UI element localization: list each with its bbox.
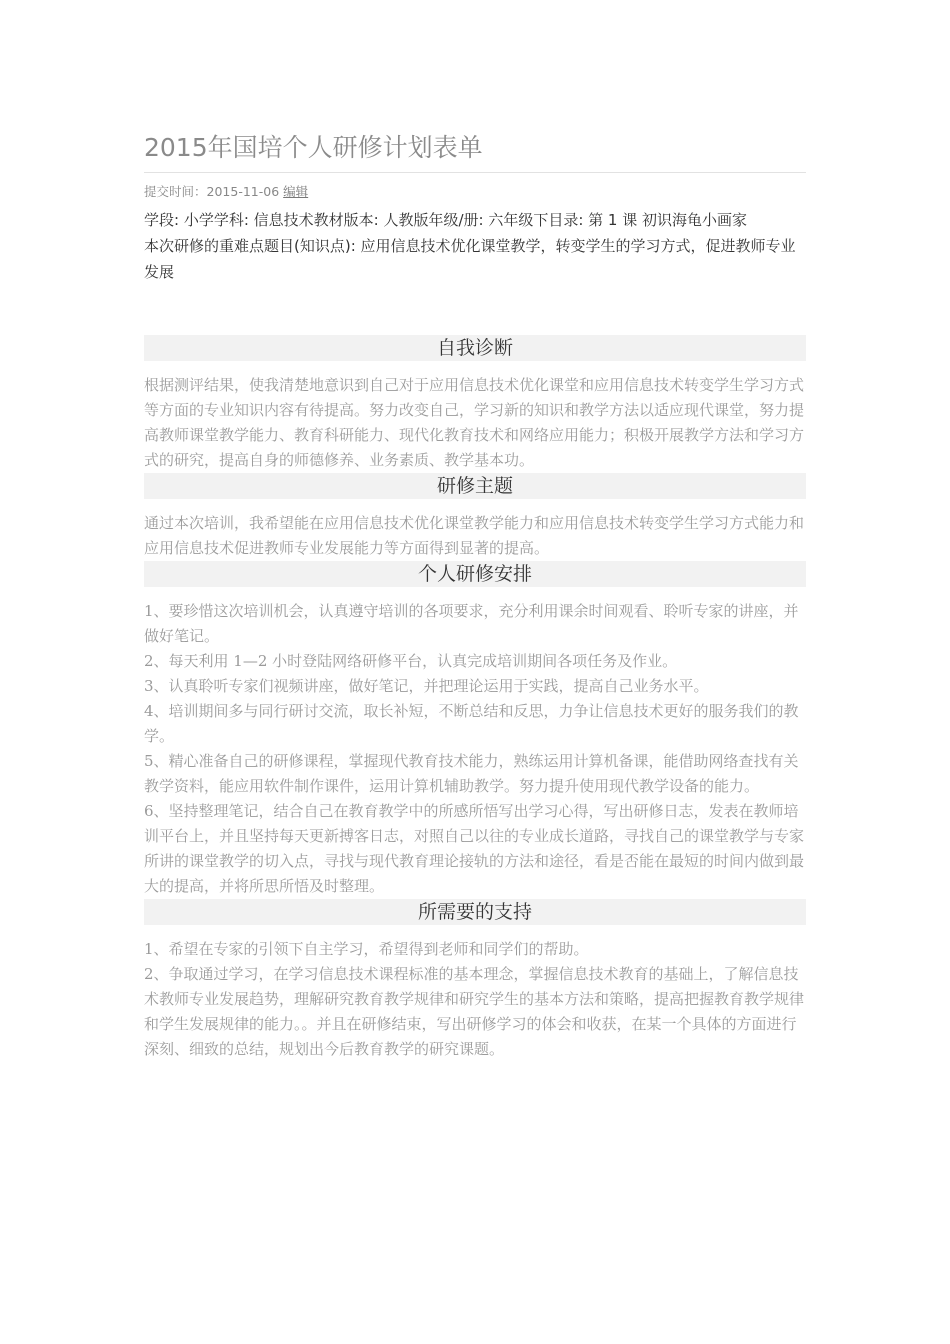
paragraph: 1、要珍惜这次培训机会，认真遵守培训的各项要求，充分利用课余时间观看、聆听专家的讲座，并做好笔记。 bbox=[144, 602, 799, 645]
section-body bbox=[144, 361, 806, 473]
paragraph: 根据测评结果，使我清楚地意识到自己对于应用信息技术优化课堂和应用信息技术转变学生学习方式等方面的专业知识内容有待提高。努力改变自己，学习新的知识和教学方法以适应现代课堂，努力提高教师课堂教学能力、教育科研能力、现代化教育技术和网络应用能力；积极开展教学方法和学习方式的研究，提高自身的师德修养、业务素质、教学基本功。 bbox=[144, 376, 805, 469]
submission-meta bbox=[144, 183, 806, 201]
paragraph: 2、每天利用 1—2 小时登陆网络研修平台，认真完成培训期间各项任务及作业。 bbox=[144, 652, 678, 670]
paragraph: 3、认真聆听专家们视频讲座，做好笔记，并把理论运用于实践，提高自己业务水平。 bbox=[144, 677, 709, 695]
paragraph: 6、坚持整理笔记，结合自己在教育教学中的所感所悟写出学习心得，写出研修日志，发表在教师培训平台上，并且坚持每天更新搏客日志，对照自己以往的专业成长道路，寻找自己的课堂教学与专家所讲的课堂教学的切入点，寻找与现代教育理论接轨的方法和途径，看是否能在最短的时间内做到最大的提高，并将所思所悟及时整理。 bbox=[144, 802, 805, 895]
paragraph: 5、精心准备自己的研修课程，掌握现代教育技术能力，熟练运用计算机备课，能借助网络查找有关教学资料，能应用软件制作课件，运用计算机辅助教学。努力提升使用现代教学设备的能力。 bbox=[144, 752, 799, 795]
paragraph: 1、希望在专家的引领下自主学习，希望得到老师和同学们的帮助。 bbox=[144, 940, 589, 958]
submit-date: 2015-11-06 bbox=[206, 184, 280, 199]
section-body bbox=[144, 925, 806, 1062]
course-info-line: 学段: 小学学科: 信息技术教材版本: 人教版年级/册: 六年级下目录: 第 1 课 初识海龟小画家 bbox=[144, 211, 748, 229]
course-info bbox=[144, 207, 806, 285]
paragraph: 4、培训期间多与同行研讨交流，取长补短，不断总结和反思，力争让信息技术更好的服务我们的教学。 bbox=[144, 702, 799, 745]
section-heading: 所需要的支持 bbox=[144, 899, 806, 925]
section-heading: 研修主题 bbox=[144, 473, 806, 499]
section-heading: 个人研修安排 bbox=[144, 561, 806, 587]
section-study-arrangement bbox=[144, 561, 806, 899]
paragraph: 通过本次培训，我希望能在应用信息技术优化课堂教学能力和应用信息技术转变学生学习方式能力和应用信息技术促进教师专业发展能力等方面得到显著的提高。 bbox=[144, 514, 805, 557]
document-page bbox=[144, 130, 806, 1062]
submit-time-label: 提交时间： bbox=[144, 184, 207, 199]
focus-topic-line: 本次研修的重难点题目(知识点): 应用信息技术优化课堂教学，转变学生的学习方式，促进教师专业发展 bbox=[144, 237, 796, 281]
page-title: 2015年国培个人研修计划表单 bbox=[144, 130, 806, 173]
section-body bbox=[144, 499, 806, 561]
edit-link[interactable]: 编辑 bbox=[283, 184, 309, 199]
section-study-theme bbox=[144, 473, 806, 561]
section-self-diagnosis bbox=[144, 335, 806, 473]
section-body bbox=[144, 587, 806, 899]
section-required-support bbox=[144, 899, 806, 1062]
paragraph: 2、争取通过学习，在学习信息技术课程标准的基本理念，掌握信息技术教育的基础上，了解信息技术教师专业发展趋势，理解研究教育教学规律和研究学生的基本方法和策略，提高把握教育教学规律和学生发展规律的能力。。并且在研修结束，写出研修学习的体会和收获，在某一个具体的方面进行深刻、细致的总结，规划出今后教育教学的研究课题。 bbox=[144, 965, 805, 1058]
section-heading: 自我诊断 bbox=[144, 335, 806, 361]
